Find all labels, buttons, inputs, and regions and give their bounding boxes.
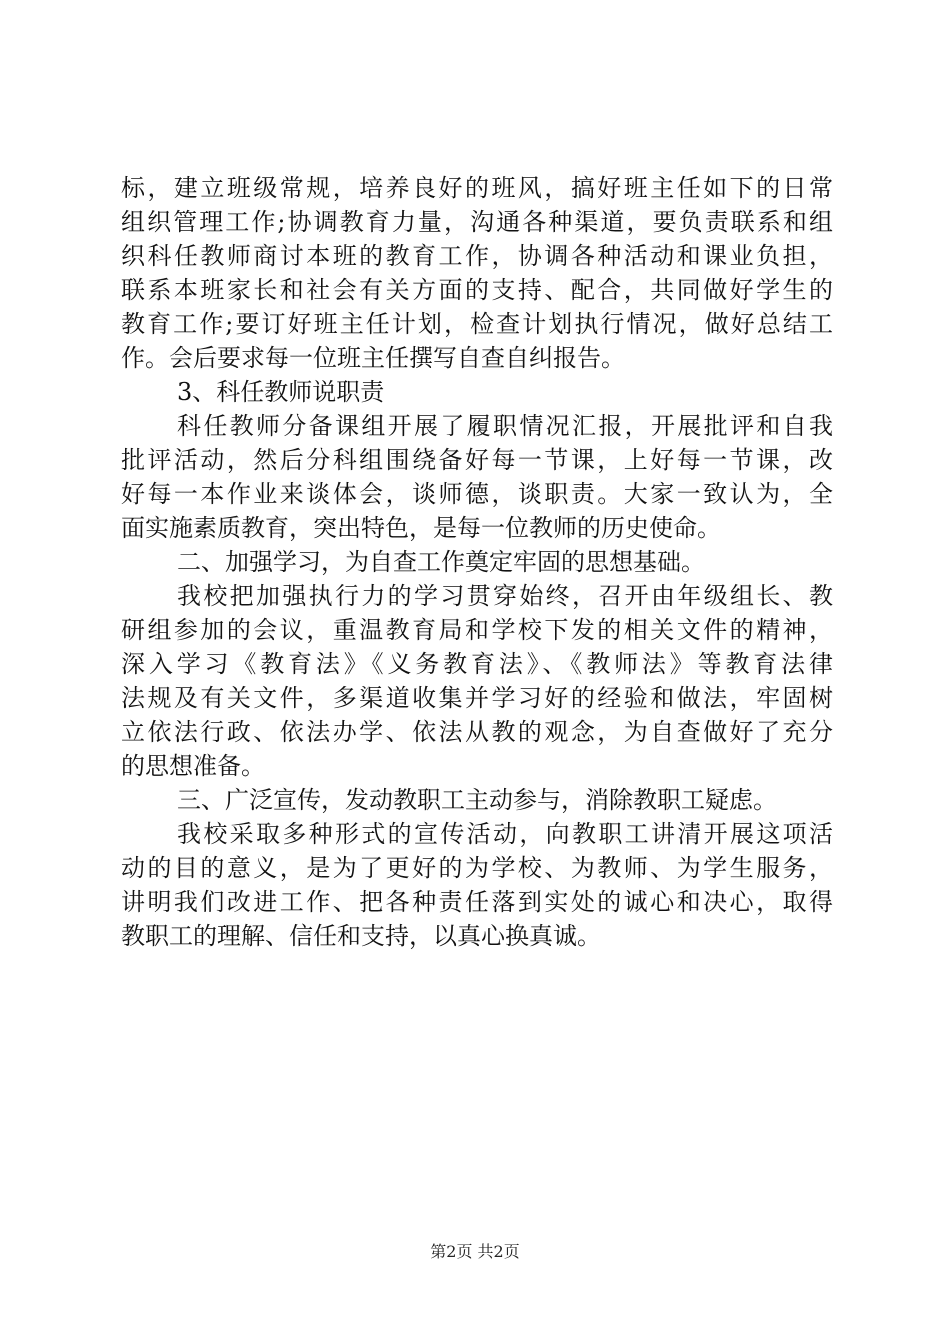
text-line: 批评活动，然后分科组围绕备好每一节课，上好每一节课，改 (121, 446, 833, 474)
page-footer: 第2页 共2页 (430, 1242, 520, 1261)
text-line: 二、加强学习，为自查工作奠定牢固的思想基础。 (177, 548, 705, 576)
text-line: 动的目的意义，是为了更好的为学校、为教师、为学生服务， (121, 854, 833, 882)
text-line: 织科任教师商讨本班的教育工作，协调各种活动和课业负担， (121, 242, 833, 270)
text-line: 好每一本作业来谈体会，谈师德，谈职责。大家一致认为，全 (121, 480, 833, 508)
text-line: 立依法行政、依法办学、依法从教的观念，为自查做好了充分 (121, 718, 833, 746)
document-body (121, 171, 833, 953)
text-line: 讲明我们改进工作、把各种责任落到实处的诚心和决心，取得 (121, 888, 833, 916)
text-line: 三、广泛宣传，发动教职工主动参与，消除教职工疑虑。 (177, 786, 777, 814)
text-line: 3、科任教师说职责 (177, 378, 385, 406)
text-line: 组织管理工作;协调教育力量，沟通各种渠道，要负责联系和组 (121, 208, 833, 236)
text-line: 教育工作;要订好班主任计划，检查计划执行情况，做好总结工 (121, 310, 833, 338)
text-line: 科任教师分备课组开展了履职情况汇报，开展批评和自我 (177, 412, 833, 440)
text-line: 面实施素质教育，突出特色，是每一位教师的历史使命。 (121, 514, 721, 542)
text-line: 研组参加的会议，重温教育局和学校下发的相关文件的精神， (121, 616, 833, 644)
text-line: 法规及有关文件，多渠道收集并学习好的经验和做法，牢固树 (121, 684, 833, 712)
text-line: 的思想准备。 (121, 752, 265, 780)
text-line: 我校把加强执行力的学习贯穿始终，召开由年级组长、教 (177, 582, 833, 610)
text-line: 作。会后要求每一位班主任撰写自查自纠报告。 (121, 344, 625, 372)
text-line: 教职工的理解、信任和支持，以真心换真诚。 (121, 922, 601, 950)
text-line: 深入学习《教育法》《义务教育法》、《教师法》等教育法律 (121, 650, 833, 678)
text-line: 我校采取多种形式的宣传活动，向教职工讲清开展这项活 (177, 820, 833, 848)
text-line: 标，建立班级常规，培养良好的班风，搞好班主任如下的日常 (121, 174, 833, 202)
text-line: 联系本班家长和社会有关方面的支持、配合，共同做好学生的 (121, 276, 833, 304)
